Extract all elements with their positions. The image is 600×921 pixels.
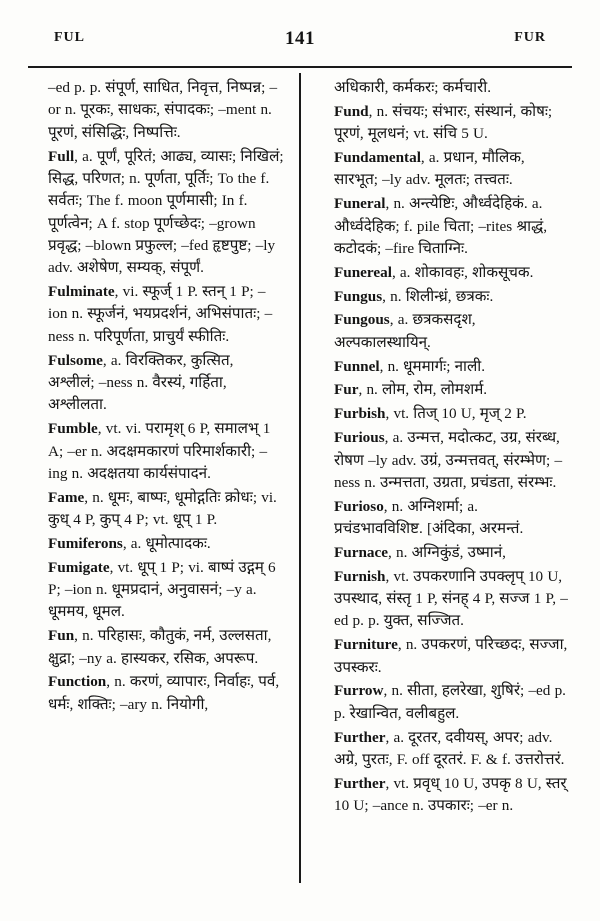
page-content: [28, 30, 572, 911]
dictionary-entry: Fur, n. लोम, रोम, लोमशर्म.: [334, 381, 488, 399]
dictionary-entry: Further, vt. प्रवृध् 10 U, उपकृ 8 U, स्तर् 10 U; –ance n. उपकारः; –er n.: [334, 774, 567, 815]
dictionary-entry: Furrow, n. सीता, हलरेखा, शुषिरं; –ed p. p. रेखान्वित, वलीबहुल.: [334, 682, 566, 722]
dictionary-entry: Full, a. पूर्णं, पूरितं; आढ्य, व्यासः; निखिलं; सिद्ध, परिणत; n. पूर्णता, पूर्तिः; To the f. सर्वतः; The f. moon पूर्णमासी; In f. पूर्णत्वेन; A f. stop पूर्णच्छेदः; –grown प्रवृद्ध; –blown प्रफुल्ल; –fed हृष्टपुष्ट; –ly adv. अशेषेण, सम्यक्, संपूर्णं.: [48, 147, 284, 277]
dictionary-entry: Fun, n. परिहासः, कौतुकं, नर्म, उल्लसता, क्षुद्रा; –ny a. हास्यकर, रसिक, अपरूप.: [48, 627, 272, 667]
dictionary-entry: Fundamental, a. प्रधान, मौलिक, सारभूत; –ly adv. मूलतः; तत्त्वतः.: [334, 149, 525, 189]
dictionary-entry: Fame, n. धूमः, बाष्पः, धूमोद्गतिः क्रोधः; vi. कुध् 4 P, कुप् 4 P; vt. धूप् 1 P.: [48, 488, 277, 529]
dictionary-entry: Fulsome, a. विरक्तिकर, कुत्सित, अश्लीलं; –ness n. वैरस्यं, गर्हिता, अश्लीलता.: [48, 351, 234, 414]
dictionary-entry: Funereal, a. शोकावहः, शोकसूचक.: [334, 263, 534, 281]
running-head: [28, 30, 572, 64]
dictionary-entry: Fumiferons, a. धूमोत्पादकः.: [48, 534, 211, 552]
dictionary-entry: –ed p. p. संपूर्ण, साधित, निवृत्त, निष्पन्न; –or n. पूरकः, साधकः, संपादकः; –ment n. पूरणं, संसिद्धिः, निष्पत्तिः.: [48, 79, 278, 141]
left-column: [28, 77, 300, 877]
dictionary-entry: Furious, a. उन्मत्त, मदोत्कट, उग्र, संरब्ध, रोषण –ly adv. उग्रं, उन्मत्तवत्, संरम्भेण; –ness n. उन्मत्तता, उग्रता, प्रचंडता, संरम्भः.: [334, 429, 563, 491]
columns-container: [28, 77, 572, 877]
page-number: 141: [285, 28, 315, 49]
right-column: [300, 77, 572, 877]
dictionary-entry: Furioso, n. अग्निशर्मा; a. प्रचंडभावविशिष्ट. [अंदिका, अरमन्तं.: [334, 497, 524, 538]
dictionary-entry: Fungus, n. शिलीन्ध्रं, छत्रकः.: [334, 287, 494, 305]
running-head-right: FUR: [514, 30, 546, 45]
dictionary-entry: Furnish, vt. उपकरणानि उपक्लृप् 10 U, उपस्थाद, संस्तृ 1 P, संनह् 4 P, सज्ज 1 P, –ed p. p. युक्त, सज्जित.: [334, 567, 568, 630]
dictionary-entry: Fungous, a. छत्रकसदृश, अल्पकालस्थायिन्.: [334, 311, 476, 351]
dictionary-entry: Furnace, n. अग्निकुंडं, उष्मानं,: [334, 543, 506, 561]
column-divider: [299, 73, 301, 883]
running-head-left: FUL: [54, 30, 85, 45]
dictionary-entry: Fumble, vt. vi. परामृश् 6 P, समालभ् 1 A; –er n. अदक्षमकारणं परिमार्शकारी; –ing n. अदक्षतया कार्यसंपादनं.: [48, 420, 271, 482]
dictionary-entry: अधिकारी, कर्मकरः; कर्मचारी.: [334, 79, 491, 96]
header-rule: [28, 66, 572, 68]
dictionary-entry: Funeral, n. अन्त्येष्टिः, और्ध्वदेहिकं. a. और्ध्वदेहिक; f. pile चिता; –rites श्राद्धं, कटोदकं; –fire चिताग्निः.: [334, 195, 547, 257]
dictionary-entry: Funnel, n. धूममार्गः; नाली.: [334, 357, 486, 375]
dictionary-entry: Function, n. करणं, व्यापारः, निर्वाहः, पर्व, धर्मः, शक्तिः; –ary n. नियोगी,: [48, 673, 280, 713]
dictionary-entry: Furbish, vt. तिज् 10 U, मृज् 2 P.: [334, 405, 527, 423]
dictionary-entry: Fulminate, vi. स्फूर्ज् 1 P. स्तन् 1 P; –ion n. स्फूर्जनं, भयप्रदर्शनं, अभिसंपातः; –ness n. परिपूर्णता, प्राचुर्यं स्फीतिः.: [48, 283, 273, 345]
dictionary-entry: Fund, n. संचयः; संभारः, संस्थानं, कोषः; पूरणं, मूलधनं; vt. संचि 5 U.: [334, 102, 553, 143]
dictionary-entry: Fumigate, vt. धूप् 1 P; vi. बाष्पं उद्गम् 6 P; –ion n. धूमप्रदानं, अनुवासनं; –y a. धूममय, धूमल.: [48, 558, 276, 621]
dictionary-entry: Furniture, n. उपकरणं, परिच्छदः, सज्जा, उपस्करः.: [334, 636, 568, 676]
dictionary-entry: Further, a. दूरतर, दवीयस्, अपर; adv. अग्रे, पुरतः, F. off दूरतरं. F. & f. उत्तरोत्तरं.: [334, 728, 565, 768]
